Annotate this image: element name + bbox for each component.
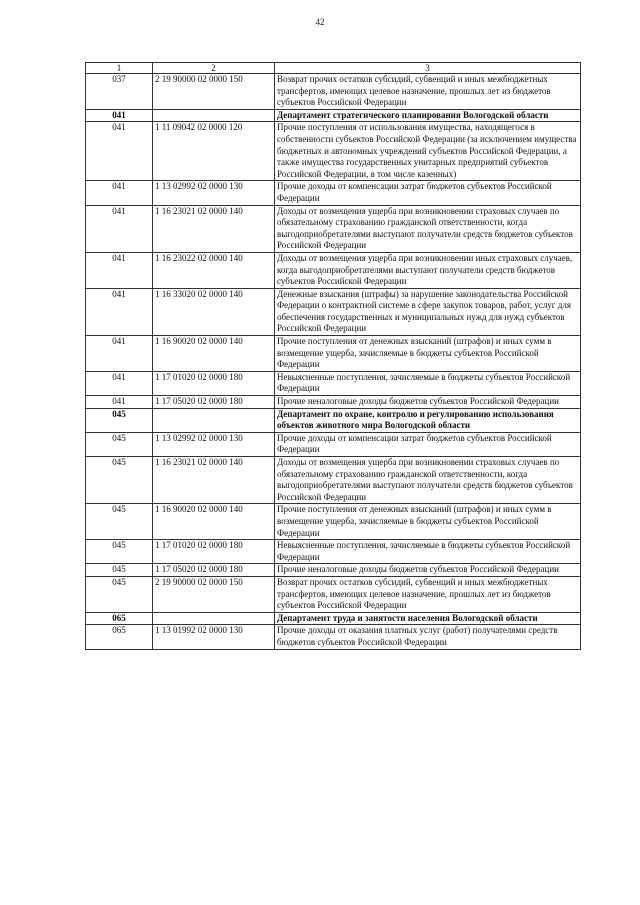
department-row bbox=[86, 612, 581, 625]
revenue-name-cell: Денежные взыскания (штрафы) за нарушение законодательства Российской Федерации о контрактной системе в сфере закупок товаров, работ, услуг для обеспечения государственных и муниципальных нужд для нужд субъектов Российской Федерации bbox=[275, 288, 581, 335]
administrator-code-cell: 041 bbox=[86, 205, 153, 252]
administrator-code-cell: 037 bbox=[86, 74, 153, 110]
administrator-code-cell: 041 bbox=[86, 336, 153, 372]
budget-classification-code-cell: 2 19 90000 02 0000 150 bbox=[153, 74, 275, 110]
department-row bbox=[86, 109, 581, 122]
budget-classification-code-cell: 1 13 01992 02 0000 130 bbox=[153, 625, 275, 649]
table-row bbox=[86, 540, 581, 564]
revenue-name-cell: Возврат прочих остатков субсидий, субвенций и иных межбюджетных трансфертов, имеющих целевое назначение, прошлых лет из бюджетов субъектов Российской Федерации bbox=[275, 576, 581, 612]
administrator-code-cell: 041 bbox=[86, 109, 153, 122]
administrator-code-cell: 045 bbox=[86, 564, 153, 577]
budget-classification-code-cell: 1 17 05020 02 0000 180 bbox=[153, 396, 275, 409]
budget-classification-code-cell: 1 11 09042 02 0000 120 bbox=[153, 122, 275, 181]
department-row bbox=[86, 408, 581, 432]
revenue-name-cell: Прочие поступления от использования имущества, находящегося в собственности субъектов Российской Федерации (за исключением имущества бюджетных и автономных учреждений субъектов Российской Федерации, а также имущества государственных унитарных предприятий субъектов Российской Федерации, в том числе казенных) bbox=[275, 122, 581, 181]
budget-classification-code-cell: 1 13 02992 02 0000 130 bbox=[153, 181, 275, 205]
header-col-admin: 1 bbox=[86, 63, 153, 74]
revenue-name-cell: Прочие поступления от денежных взысканий (штрафов) и иных сумм в возмещение ущерба, зачисляемые в бюджеты субъектов Российской Федерации bbox=[275, 504, 581, 540]
table-header bbox=[86, 63, 581, 74]
page-number: 42 bbox=[315, 17, 325, 27]
administrator-code-cell: 041 bbox=[86, 252, 153, 288]
table-row bbox=[86, 252, 581, 288]
budget-classification-code-cell: 1 17 05020 02 0000 180 bbox=[153, 564, 275, 577]
administrator-code-cell: 045 bbox=[86, 432, 153, 456]
revenue-name-cell: Департамент стратегического планирования Вологодской области bbox=[275, 109, 581, 122]
revenue-name-cell: Доходы от возмещения ущерба при возникновении страховых случаев по обязательному страхованию гражданской ответственности, когда выгодоприобретателями выступают получатели средств бюджетов субъектов Российской Федерации bbox=[275, 205, 581, 252]
revenue-name-cell: Прочие доходы от компенсации затрат бюджетов субъектов Российской Федерации bbox=[275, 432, 581, 456]
revenue-name-cell: Доходы от возмещения ущерба при возникновении страховых случаев по обязательному страхованию гражданской ответственности, когда выгодоприобретателями выступают получатели средств бюджетов субъектов Российской Федерации bbox=[275, 457, 581, 504]
table-row bbox=[86, 205, 581, 252]
administrator-code-cell: 045 bbox=[86, 576, 153, 612]
budget-classification-code-cell: 1 16 23021 02 0000 140 bbox=[153, 457, 275, 504]
revenue-name-cell: Департамент труда и занятости населения Вологодской области bbox=[275, 612, 581, 625]
administrator-code-cell: 045 bbox=[86, 540, 153, 564]
table-row bbox=[86, 288, 581, 335]
table-body bbox=[86, 74, 581, 650]
budget-classification-code-cell: 1 13 02992 02 0000 130 bbox=[153, 432, 275, 456]
budget-classification-code-cell bbox=[153, 109, 275, 122]
administrator-code-cell: 041 bbox=[86, 396, 153, 409]
revenue-name-cell: Невыясненные поступления, зачисляемые в бюджеты субъектов Российской Федерации bbox=[275, 540, 581, 564]
administrator-code-cell: 045 bbox=[86, 457, 153, 504]
revenue-name-cell: Прочие неналоговые доходы бюджетов субъектов Российской Федерации bbox=[275, 396, 581, 409]
revenue-name-cell: Невыясненные поступления, зачисляемые в бюджеты субъектов Российской Федерации bbox=[275, 371, 581, 395]
table-row bbox=[86, 396, 581, 409]
header-col-name: 3 bbox=[275, 63, 581, 74]
budget-classification-code-cell: 1 16 23022 02 0000 140 bbox=[153, 252, 275, 288]
budget-classification-code-cell: 1 16 90020 02 0000 140 bbox=[153, 336, 275, 372]
budget-classification-code-cell: 2 19 90000 02 0000 150 bbox=[153, 576, 275, 612]
table-row bbox=[86, 504, 581, 540]
budget-classification-code-cell: 1 17 01020 02 0000 180 bbox=[153, 540, 275, 564]
table-row bbox=[86, 625, 581, 649]
revenue-name-cell: Доходы от возмещения ущерба при возникновении иных страховых случаев, когда выгодоприобретателями выступают получатели средств бюджетов субъектов Российской Федерации bbox=[275, 252, 581, 288]
revenue-name-cell: Департамент по охране, контролю и регулированию использования объектов животного мира Вологодской области bbox=[275, 408, 581, 432]
revenue-name-cell: Возврат прочих остатков субсидий, субвенций и иных межбюджетных трансфертов, имеющих целевое назначение, прошлых лет из бюджетов субъектов Российской Федерации bbox=[275, 74, 581, 110]
table-row bbox=[86, 576, 581, 612]
budget-classification-code-cell: 1 16 33020 02 0000 140 bbox=[153, 288, 275, 335]
table-row bbox=[86, 74, 581, 110]
administrator-code-cell: 045 bbox=[86, 504, 153, 540]
header-col-code: 2 bbox=[153, 63, 275, 74]
revenue-name-cell: Прочие доходы от компенсации затрат бюджетов субъектов Российской Федерации bbox=[275, 181, 581, 205]
table-row bbox=[86, 181, 581, 205]
table-row bbox=[86, 564, 581, 577]
administrator-code-cell: 041 bbox=[86, 122, 153, 181]
table-row bbox=[86, 122, 581, 181]
header-row bbox=[86, 63, 581, 74]
budget-classification-code-cell bbox=[153, 408, 275, 432]
table-row bbox=[86, 371, 581, 395]
budget-classification-code-cell bbox=[153, 612, 275, 625]
budget-classification-code-cell: 1 16 90020 02 0000 140 bbox=[153, 504, 275, 540]
administrator-code-cell: 065 bbox=[86, 625, 153, 649]
administrator-code-cell: 041 bbox=[86, 181, 153, 205]
administrator-code-cell: 045 bbox=[86, 408, 153, 432]
budget-classification-code-cell: 1 16 23021 02 0000 140 bbox=[153, 205, 275, 252]
administrator-code-cell: 041 bbox=[86, 288, 153, 335]
table-row bbox=[86, 457, 581, 504]
revenue-name-cell: Прочие доходы от оказания платных услуг (работ) получателями средств бюджетов субъектов Российской Федерации bbox=[275, 625, 581, 649]
revenue-codes-table bbox=[85, 62, 581, 650]
revenue-name-cell: Прочие поступления от денежных взысканий (штрафов) и иных сумм в возмещение ущерба, зачисляемые в бюджеты субъектов Российской Федерации bbox=[275, 336, 581, 372]
budget-classification-code-cell: 1 17 01020 02 0000 180 bbox=[153, 371, 275, 395]
administrator-code-cell: 065 bbox=[86, 612, 153, 625]
revenue-name-cell: Прочие неналоговые доходы бюджетов субъектов Российской Федерации bbox=[275, 564, 581, 577]
administrator-code-cell: 041 bbox=[86, 371, 153, 395]
table-row bbox=[86, 336, 581, 372]
table-row bbox=[86, 432, 581, 456]
